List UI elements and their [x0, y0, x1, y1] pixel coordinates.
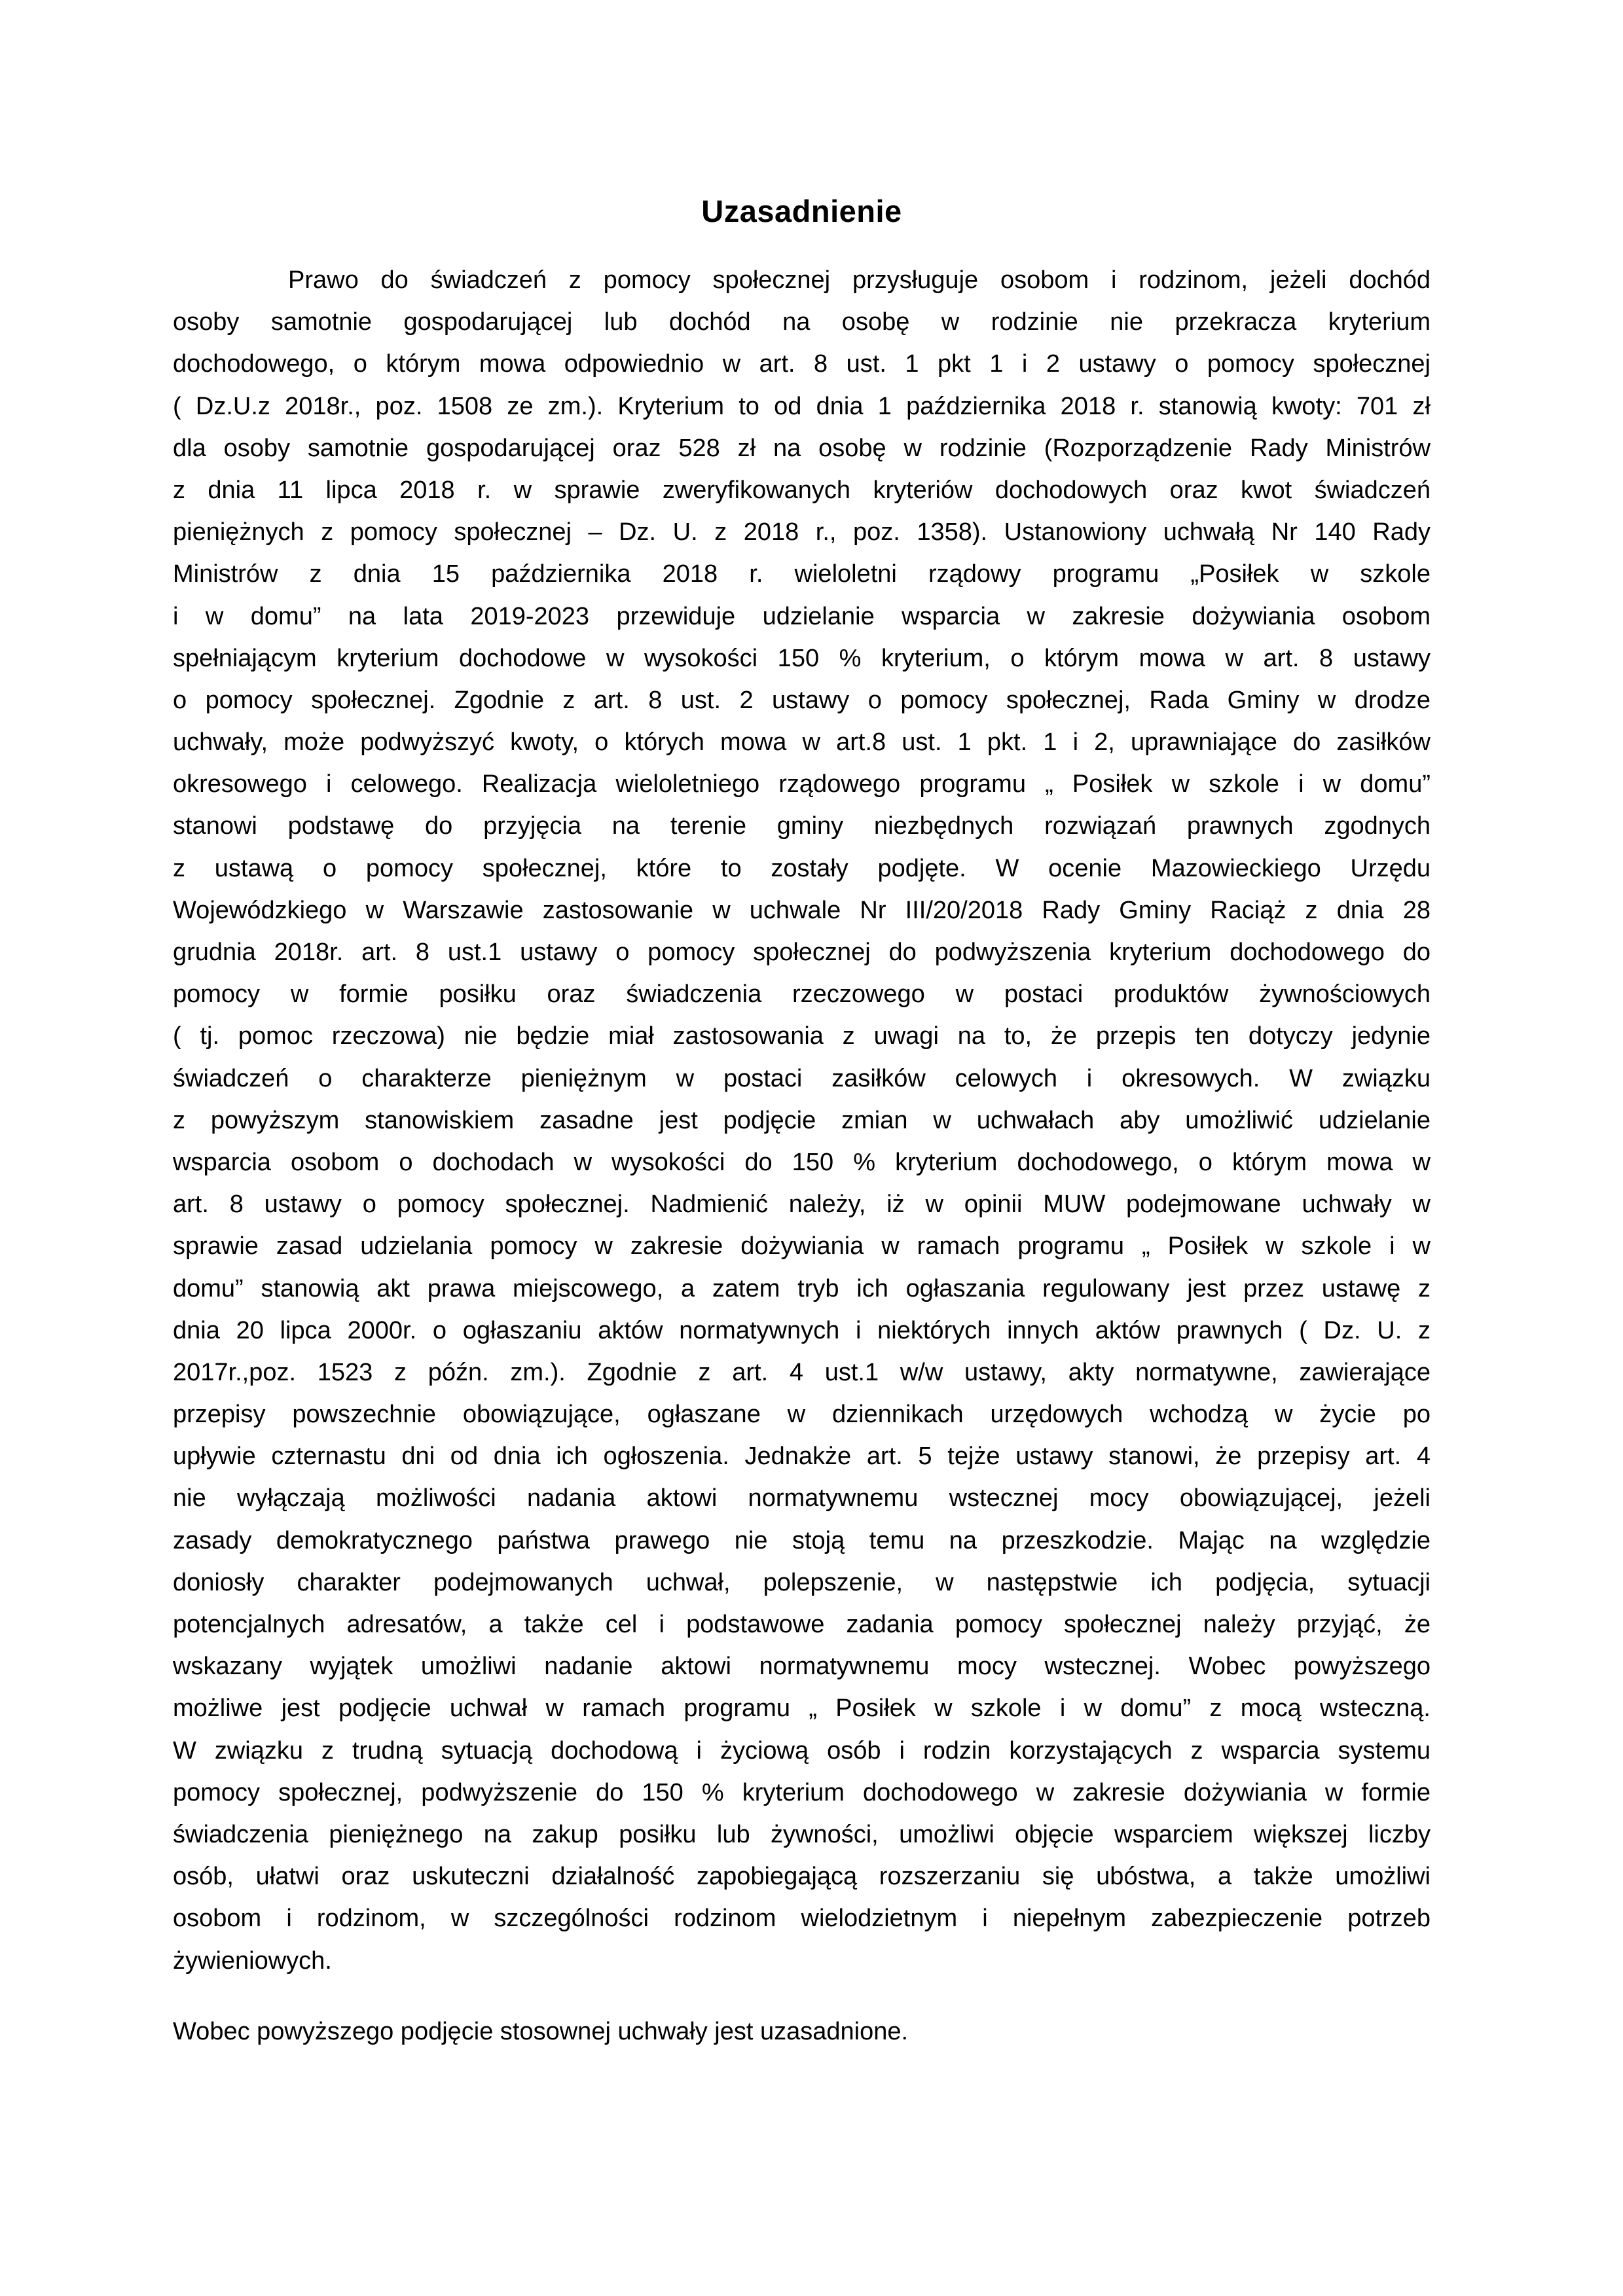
paragraph-line: okresowego i celowego. Realizacja wieloletniego rządowego programu „ Posiłek w szkole i w domu”: [173, 770, 1431, 798]
paragraph-line: doniosły charakter podejmowanych uchwał, polepszenie, w następstwie ich podjęcia, sytuacji: [173, 1568, 1431, 1596]
document-content: [173, 0, 1431, 2053]
paragraph-line: Prawo do świadczeń z pomocy społecznej przysługuje osobom i rodzinom, jeżeli dochód: [288, 266, 1431, 294]
paragraph-line: z dnia 11 lipca 2018 r. w sprawie zweryfikowanych kryteriów dochodowych oraz kwot świadczeń: [173, 476, 1431, 504]
paragraph-line: osoby samotnie gospodarującej lub dochód na osobę w rodzinie nie przekracza kryterium: [173, 308, 1431, 336]
paragraph-line: 2017r.,poz. 1523 z późn. zm.). Zgodnie z art. 4 ust.1 w/w ustawy, akty normatywne, zawierające: [173, 1358, 1431, 1386]
paragraph-line: żywieniowych.: [173, 1946, 332, 1975]
paragraph-line: świadczeń o charakterze pieniężnym w postaci zasiłków celowych i okresowych. W związku: [173, 1064, 1431, 1092]
paragraph-line: grudnia 2018r. art. 8 ust.1 ustawy o pomocy społecznej do podwyższenia kryterium dochodowego do: [173, 939, 1431, 966]
body-paragraph: [173, 259, 1431, 1982]
paragraph-line: ( Dz.U.z 2018r., poz. 1508 ze zm.). Kryterium to od dnia 1 października 2018 r. stanowią kwoty: 701 zł: [173, 392, 1431, 420]
paragraph-line: art. 8 ustawy o pomocy społecznej. Nadmienić należy, iż w opinii MUW podejmowane uchwały w: [173, 1191, 1431, 1219]
paragraph-line: dnia 20 lipca 2000r. o ogłaszaniu aktów normatywnych i niektórych innych aktów prawnych ( Dz. U. z: [173, 1316, 1431, 1344]
paragraph-line: sprawie zasad udzielania pomocy w zakresie dożywiania w ramach programu „ Posiłek w szkole i w: [173, 1232, 1431, 1261]
paragraph-line: pieniężnych z pomocy społecznej – Dz. U. z 2018 r., poz. 1358). Ustanowiony uchwałą Nr 140 Rady: [173, 518, 1431, 547]
paragraph-line: dochodowego, o którym mowa odpowiednio w art. 8 ust. 1 pkt 1 i 2 ustawy o pomocy społecznej: [173, 350, 1431, 378]
paragraph-line: nie wyłączają możliwości nadania aktowi normatywnemu wstecznej mocy obowiązującej, jeżeli: [173, 1484, 1431, 1513]
paragraph-line: stanowi podstawę do przyjęcia na terenie gminy niezbędnych rozwiązań prawnych zgodnych: [173, 812, 1431, 840]
paragraph-line: domu” stanowią akt prawa miejscowego, a zatem tryb ich ogłaszania regulowany jest przez ustawę z: [173, 1274, 1431, 1302]
paragraph-line: dla osoby samotnie gospodarującej oraz 528 zł na osobę w rodzinie (Rozporządzenie Rady Ministrów: [173, 434, 1431, 462]
paragraph-line: spełniającym kryterium dochodowe w wysokości 150 % kryterium, o którym mowa w art. 8 ustawy: [173, 644, 1431, 672]
paragraph-line: świadczenia pieniężnego na zakup posiłku lub żywności, umożliwi objęcie wsparciem większej liczby: [173, 1820, 1431, 1848]
paragraph-line: wsparcia osobom o dochodach w wysokości do 150 % kryterium dochodowego, o którym mowa w: [173, 1148, 1431, 1176]
paragraph-line: możliwe jest podjęcie uchwał w ramach programu „ Posiłek w szkole i w domu” z mocą wsteczną.: [173, 1695, 1431, 1723]
paragraph-line: przepisy powszechnie obowiązujące, ogłaszane w dziennikach urzędowych wchodzą w życie po: [173, 1401, 1431, 1429]
paragraph-line: i w domu” na lata 2019-2023 przewiduje udzielanie wsparcia w zakresie dożywiania osobom: [173, 602, 1431, 630]
paragraph-line: z ustawą o pomocy społecznej, które to zostały podjęte. W ocenie Mazowieckiego Urzędu: [173, 854, 1431, 882]
paragraph-line: W związku z trudną sytuacją dochodową i życiową osób i rodzin korzystających z wsparcia systemu: [173, 1736, 1431, 1765]
paragraph-line: Ministrów z dnia 15 października 2018 r. wieloletni rządowy programu „Posiłek w szkole: [173, 560, 1431, 588]
paragraph-line: potencjalnych adresatów, a także cel i podstawowe zadania pomocy społecznej należy przyjąć, że: [173, 1611, 1431, 1638]
paragraph-line: osób, ułatwi oraz uskuteczni działalność zapobiegającą rozszerzaniu się ubóstwa, a także umożliwi: [173, 1863, 1431, 1891]
paragraph-line: upływie czternastu dni od dnia ich ogłoszenia. Jednakże art. 5 tejże ustawy stanowi, że przepisy art. 4: [173, 1443, 1431, 1471]
paragraph-line: o pomocy społecznej. Zgodnie z art. 8 ust. 2 ustawy o pomocy społecznej, Rada Gminy w drodze: [173, 686, 1431, 714]
paragraph-line: pomocy w formie posiłku oraz świadczenia rzeczowego w postaci produktów żywnościowych: [173, 980, 1431, 1009]
closing-paragraph: Wobec powyższego podjęcie stosownej uchwały jest uzasadnione.: [173, 2017, 909, 2045]
paragraph-line: zasady demokratycznego państwa prawego nie stoją temu na przeszkodzie. Mając na względzie: [173, 1526, 1431, 1554]
paragraph-line: ( tj. pomoc rzeczowa) nie będzie miał zastosowania z uwagi na to, że przepis ten dotyczy jedynie: [173, 1022, 1431, 1050]
paragraph-line: wskazany wyjątek umożliwi nadanie aktowi normatywnemu mocy wstecznej. Wobec powyższego: [173, 1653, 1431, 1681]
paragraph-line: Wojewódzkiego w Warszawie zastosowanie w uchwale Nr III/20/2018 Rady Gminy Raciąż z dnia 28: [173, 896, 1431, 924]
paragraph-line: z powyższym stanowiskiem zasadne jest podjęcie zmian w uchwałach aby umożliwić udzielanie: [173, 1106, 1431, 1134]
paragraph-line: osobom i rodzinom, w szczególności rodzinom wielodzietnym i niepełnym zabezpieczenie potrzeb: [173, 1905, 1431, 1933]
paragraph-line: uchwały, może podwyższyć kwoty, o których mowa w art.8 ust. 1 pkt. 1 i 2, uprawniające do zasiłków: [173, 728, 1431, 757]
document-title: Uzasadnienie: [701, 194, 902, 228]
paragraph-line: pomocy społecznej, podwyższenie do 150 % kryterium dochodowego w zakresie dożywiania w formie: [173, 1778, 1431, 1806]
